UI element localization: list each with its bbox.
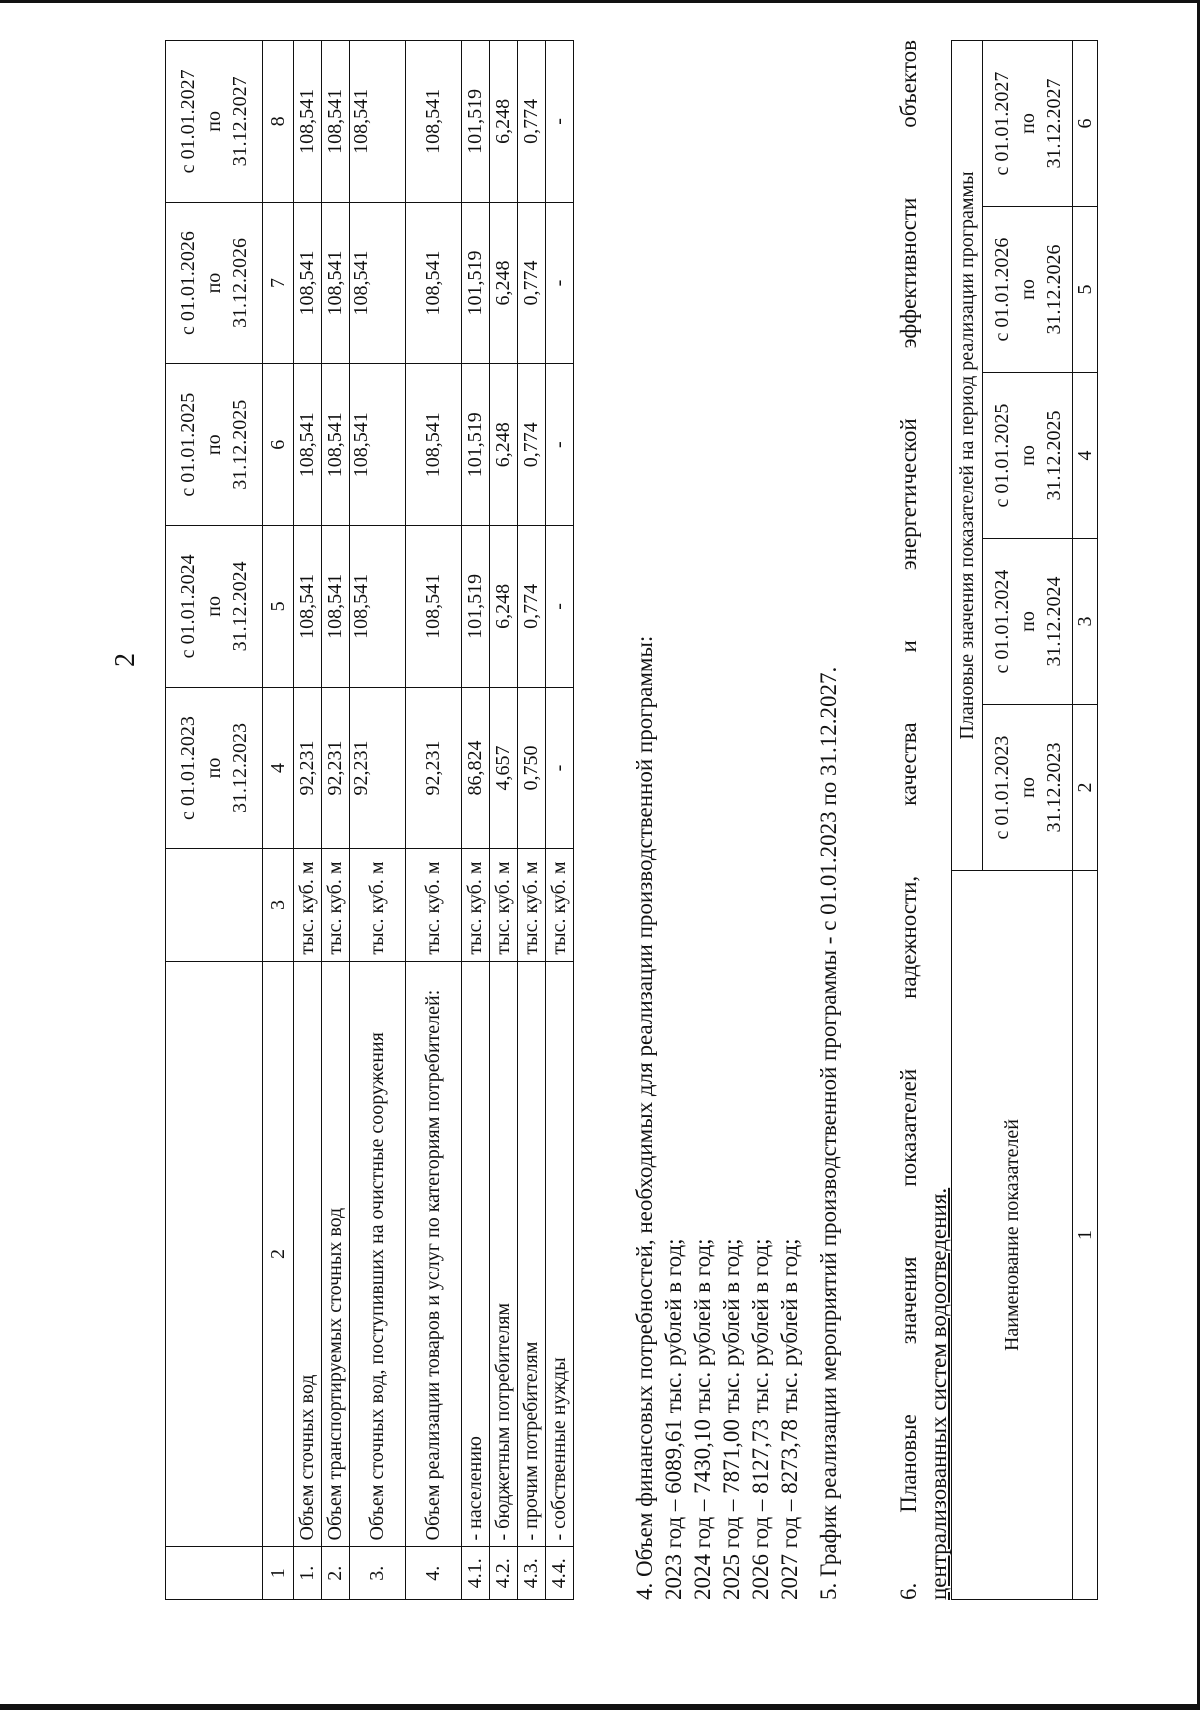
column-number-row: 1 2 3 4 5 6 7 8 <box>263 41 294 1600</box>
financial-line: 2026 год – 8127,73 тыс. рублей в год; <box>748 1238 773 1600</box>
scan-border-bottom <box>0 1704 1200 1710</box>
section-4-financial-needs <box>630 40 804 1600</box>
table-header-row <box>952 41 983 1600</box>
period-header: с 01.01.2026 по 31.12.2026 <box>166 202 263 364</box>
section-6-heading: 6. Плановые значения показателей надежности, качества и энергетической эффективности объектов <box>896 40 921 1600</box>
period-header: с 01.01.2026 по 31.12.2026 <box>983 207 1073 373</box>
period-header: с 01.01.2027 по 31.12.2027 <box>983 41 1073 207</box>
period-header: с 01.01.2024 по 31.12.2024 <box>983 539 1073 705</box>
period-header: с 01.01.2023 по 31.12.2023 <box>166 687 263 849</box>
period-header: с 01.01.2023 по 31.12.2023 <box>983 705 1073 871</box>
scan-border-top <box>0 0 1200 3</box>
period-header: с 01.01.2025 по 31.12.2025 <box>166 364 263 526</box>
table-row: 4.4. - собственные нужды тыс. куб. м - - - - - <box>546 41 574 1600</box>
table-row: 4. Объем реализации товаров и услуг по категориям потребителей: тыс. куб. м 92,231 108,541 108,541 108,541 108,541 <box>406 41 462 1600</box>
period-header: с 01.01.2024 по 31.12.2024 <box>166 526 263 688</box>
indicator-name-header: Наименование показателей <box>952 871 1073 1600</box>
table-row: 4.1. - населению тыс. куб. м 86,824 101,519 101,519 101,519 101,519 <box>462 41 490 1600</box>
table-row: 4.2. - бюджетным потребителям тыс. куб. м 4,657 6,248 6,248 6,248 6,248 <box>490 41 518 1600</box>
financial-line: 2024 год – 7430,10 тыс. рублей в год; <box>690 1238 715 1600</box>
page-number: 2 <box>110 653 141 667</box>
rotated-content <box>110 40 1096 1600</box>
section-5-schedule: 5. График реализации мероприятий производственной программы - с 01.01.2023 по 31.12.2027. <box>816 666 841 1600</box>
table-row: 1. Объем сточных вод тыс. куб. м 92,231 108,541 108,541 108,541 108,541 <box>294 41 322 1600</box>
table-row: 3. Объем сточных вод, поступивших на очистные сооружения тыс. куб. м 92,231 108,541 108,541 108,541 108,541 <box>350 41 406 1600</box>
table-row: 4.3. - прочим потребителям тыс. куб. м 0,750 0,774 0,774 0,774 0,774 <box>518 41 546 1600</box>
period-header: с 01.01.2027 по 31.12.2027 <box>166 41 263 203</box>
table-row: 2. Объем транспортируемых сточных вод тыс. куб. м 92,231 108,541 108,541 108,541 108,541 <box>322 41 350 1600</box>
table-header-row <box>166 41 263 1600</box>
column-number-row: 1 2 3 4 5 6 <box>1073 41 1098 1600</box>
financial-line: 2023 год – 6089,61 тыс. рублей в год; <box>661 1238 686 1600</box>
financial-line: 2025 год – 7871,00 тыс. рублей в год; <box>719 1238 744 1600</box>
indicators-table <box>951 40 1098 1600</box>
period-header: с 01.01.2025 по 31.12.2025 <box>983 373 1073 539</box>
production-volume-table <box>165 40 574 1600</box>
section-6-heading-continued: централизованных систем водоотведения. <box>926 1187 951 1600</box>
financial-line: 2027 год – 8273,78 тыс. рублей в год; <box>777 1238 802 1600</box>
section-4-heading: 4. Объем финансовых потребностей, необходимых для реализации производственной программы: <box>632 635 657 1600</box>
planned-values-header: Плановые значения показателей на период реализации программы <box>952 41 983 871</box>
